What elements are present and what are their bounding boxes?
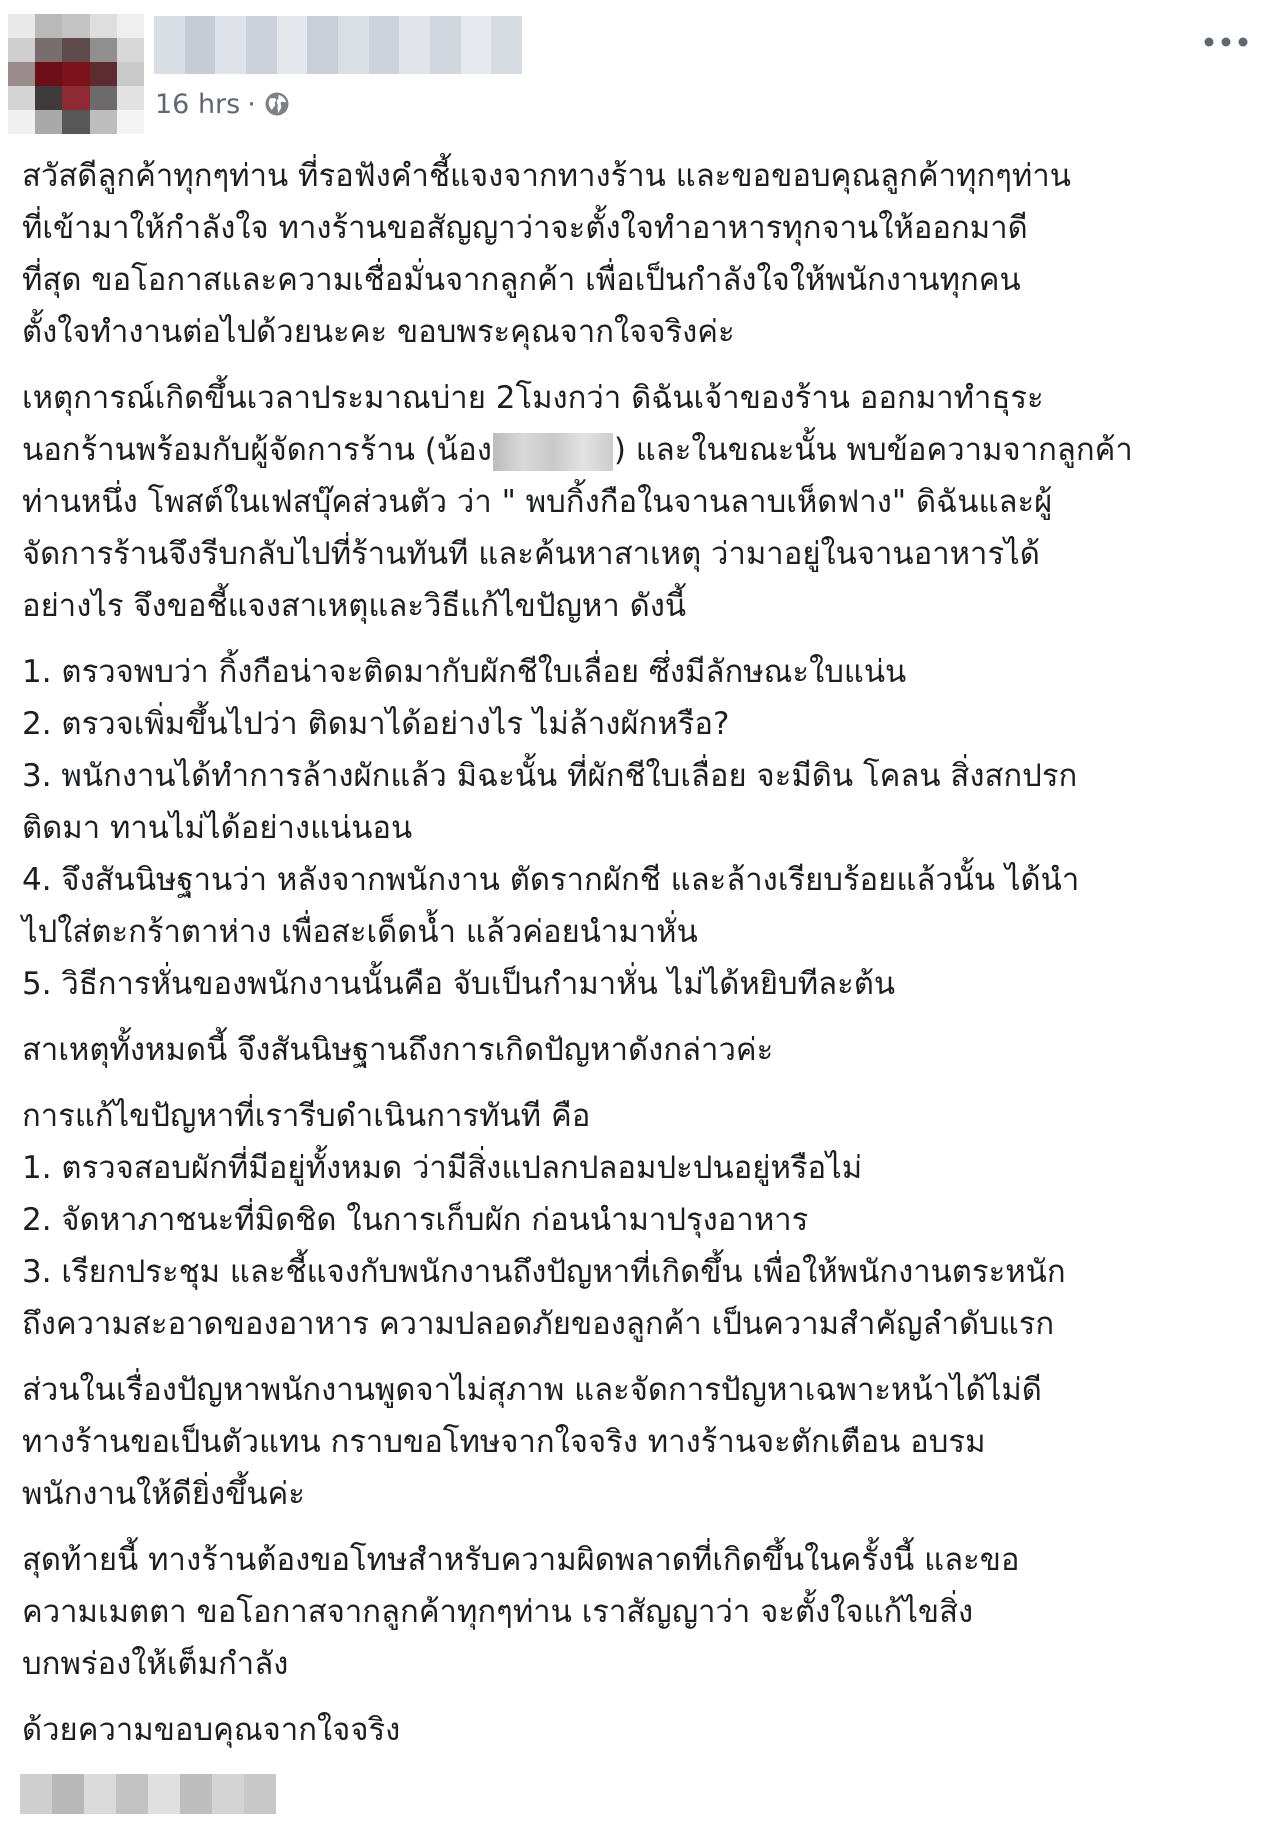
text-line: อย่างไร จึงขอชี้แจงสาเหตุและวิธีแก้ไขปัญหา ดังนี้ (22, 588, 687, 624)
author-name-redacted[interactable] (154, 16, 522, 74)
text-line: 2. ตรวจเพิ่มขึ้นไปว่า ติดมาได้อย่างไร ไม่ล้างผักหรือ? (22, 706, 730, 742)
text-line: ติดมา ทานไม่ได้อย่างแน่นอน (22, 810, 413, 846)
text-line: 1. ตรวจพบว่า กิ้งกือน่าจะติดมากับผักชีใบเลื่อย ซึ่งมีลักษณะใบแน่น (22, 654, 907, 690)
text-line: บกพร่องให้เต็มกำลัง (22, 1646, 289, 1682)
paragraph-thanks (22, 1704, 1262, 1756)
text-line: ไปใส่ตะกร้าตาห่าง เพื่อสะเด็ดน้ำ แล้วค่อยนำมาหั่น (22, 914, 698, 950)
text-line: 2. จัดหาภาชนะที่มิดชิด ในการเก็บผัก ก่อนนำมาปรุงอาหาร (22, 1202, 809, 1238)
paragraph-greeting (22, 150, 1262, 358)
paragraph-findings (22, 646, 1262, 1010)
paragraph-incident (22, 372, 1262, 632)
signature-redacted (20, 1774, 276, 1814)
text-line: ทางร้านขอเป็นตัวแทน กราบขอโทษจากใจจริง ทางร้านจะตักเตือน อบรม (22, 1424, 986, 1460)
text-line: ที่สุด ขอโอกาสและความเชื่อมั่นจากลูกค้า เพื่อเป็นกำลังใจให้พนักงานทุกคน (22, 262, 1021, 298)
author-avatar[interactable] (8, 14, 144, 134)
text-line: การแก้ไขปัญหาที่เรารีบดำเนินการทันที คือ (22, 1098, 591, 1134)
post-text (22, 150, 1262, 1770)
text-line: ถึงความสะอาดของอาหาร ความปลอดภัยของลูกค้า เป็นความสำคัญลำดับแรก (22, 1306, 1055, 1342)
globe-icon[interactable] (264, 91, 290, 117)
text-line (22, 424, 1262, 476)
paragraph-cause-summary (22, 1024, 1262, 1076)
text-line: เหตุการณ์เกิดขึ้นเวลาประมาณบ่าย 2โมงกว่า ดิฉันเจ้าของร้าน ออกมาทำธุระ (22, 380, 1044, 416)
meta-separator: · (247, 88, 256, 120)
text-line: สุดท้ายนี้ ทางร้านต้องขอโทษสำหรับความผิดพลาดที่เกิดขึ้นในครั้งนี้ และขอ (22, 1542, 1020, 1578)
text-line: 4. จึงสันนิษฐานว่า หลังจากพนักงาน ตัดรากผักชี และล้างเรียบร้อยแล้วนั้น ได้นำ (22, 862, 1080, 898)
text-line: 3. เรียกประชุม และชี้แจงกับพนักงานถึงปัญหาที่เกิดขึ้น เพื่อให้พนักงานตระหนัก (22, 1254, 1066, 1290)
text-line: 1. ตรวจสอบผักที่มีอยู่ทั้งหมด ว่ามีสิ่งแปลกปลอมปะปนอยู่หรือไม่ (22, 1150, 863, 1186)
text-segment: ) และในขณะนั้น พบข้อความจากลูกค้า (613, 432, 1133, 468)
post-timestamp[interactable]: 16 hrs (155, 88, 241, 120)
text-line: พนักงานให้ดียิ่งขึ้นค่ะ (22, 1476, 305, 1512)
text-line: ด้วยความขอบคุณจากใจจริง (22, 1712, 401, 1748)
paragraph-apology-staff (22, 1364, 1262, 1520)
text-line: สวัสดีลูกค้าทุกๆท่าน ที่รอฟังคำชี้แจงจากทางร้าน และขอขอบคุณลูกค้าทุกๆท่าน (22, 158, 1071, 194)
more-options-button[interactable] (1196, 22, 1256, 62)
text-line: 5. วิธีการหั่นของพนักงานนั้นคือ จับเป็นกำมาหั่น ไม่ได้หยิบทีละต้น (22, 966, 896, 1002)
text-line: ที่เข้ามาให้กำลังใจ ทางร้านขอสัญญาว่าจะตั้งใจทำอาหารทุกจานให้ออกมาดี (22, 210, 1028, 246)
text-line: ส่วนในเรื่องปัญหาพนักงานพูดจาไม่สุภาพ และจัดการปัญหาเฉพาะหน้าได้ไม่ดี (22, 1372, 1042, 1408)
text-line: ท่านหนึ่ง โพสต์ในเฟสบุ๊คส่วนตัว ว่า " พบกิ้งกือในจานลาบเห็ดฟาง" ดิฉันและผู้ (22, 484, 1053, 520)
text-segment: นอกร้านพร้อมกับผู้จัดการร้าน (น้อง (22, 432, 492, 468)
text-line: สาเหตุทั้งหมดนี้ จึงสันนิษฐานถึงการเกิดปัญหาดังกล่าวค่ะ (22, 1032, 774, 1068)
text-line: จัดการร้านจึงรีบกลับไปที่ร้านทันที และค้นหาสาเหตุ ว่ามาอยู่ในจานอาหารได้ (22, 536, 1040, 572)
text-line: 3. พนักงานได้ทำการล้างผักแล้ว มิฉะนั้น ที่ผักชีใบเลื่อย จะมีดิน โคลน สิ่งสกปรก (22, 758, 1078, 794)
text-line: ตั้งใจทำงานต่อไปด้วยนะคะ ขอบพระคุณจากใจจริงค่ะ (22, 314, 735, 350)
text-line: ความเมตตา ขอโอกาสจากลูกค้าทุกๆท่าน เราสัญญาว่า จะตั้งใจแก้ไขสิ่ง (22, 1594, 974, 1630)
paragraph-solutions (22, 1090, 1262, 1350)
redacted-name (493, 433, 613, 471)
paragraph-closing (22, 1534, 1262, 1690)
post-meta (155, 84, 290, 124)
more-options-icon (1203, 36, 1249, 48)
